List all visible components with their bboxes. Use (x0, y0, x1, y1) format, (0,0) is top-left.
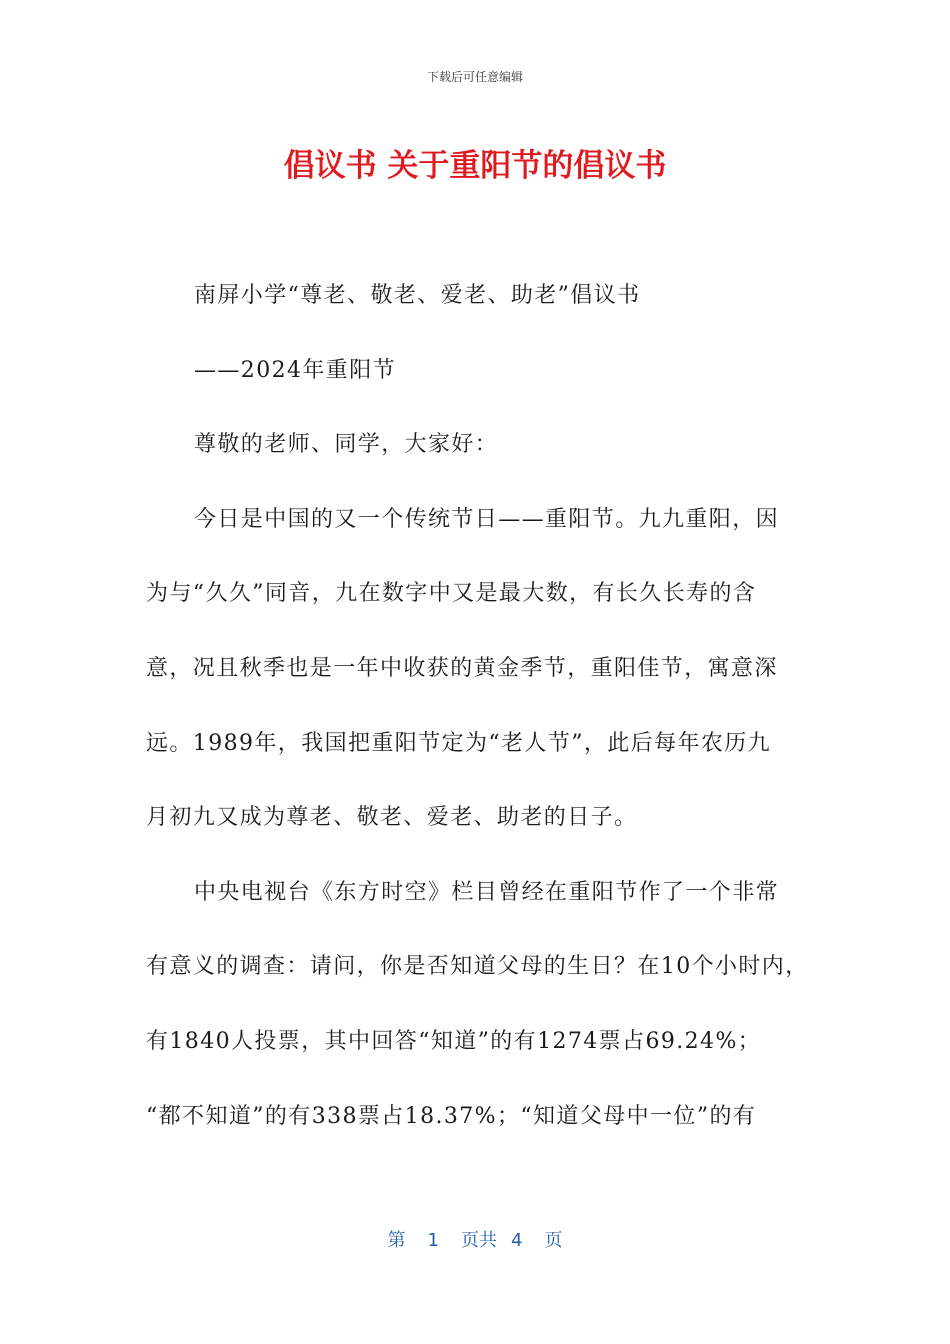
paragraph-line: “都不知道”的有338票占18.37%；“知道父母中一位”的有 (146, 1103, 757, 1129)
page-footer (0, 1226, 950, 1252)
paragraph-line: 有意义的调查：请问，你是否知道父母的生日？在10个小时内， (146, 954, 809, 980)
paragraph-line: 中央电视台《东方时空》栏目曾经在重阳节作了一个非常 (194, 879, 780, 905)
paragraph-line: ——2024年重阳节 (194, 357, 396, 383)
paragraph-line: 有1840人投票，其中回答“知道”的有1274票占69.24%； (146, 1028, 762, 1054)
page-label-suffix: 页 (544, 1230, 563, 1251)
page-label-mid: 页共 (461, 1230, 497, 1251)
paragraph-line: 月初九又成为尊老、敬老、爱老、助老的日子。 (146, 805, 638, 831)
paragraph-line: 远。1989年，我国把重阳节定为“老人节”，此后每年农历九 (146, 730, 772, 756)
document-body (146, 274, 816, 1169)
page-label-prefix: 第 (387, 1230, 406, 1251)
paragraph-line: 今日是中国的又一个传统节日——重阳节。九九重阳，因 (194, 506, 780, 532)
paragraph-line: 南屏小学“尊老、敬老、爱老、助老”倡议书 (194, 283, 641, 308)
paragraph-line: 意，况且秋季也是一年中收获的黄金季节，重阳佳节，寓意深 (146, 655, 778, 681)
paragraph-line: 为与“久久”同音，九在数字中又是最大数，有长久长寿的含 (146, 581, 757, 607)
current-page-number: 1 (427, 1230, 439, 1251)
header-note: 下载后可任意编辑 (426, 70, 523, 84)
document-title: 倡议书 关于重阳节的倡议书 (283, 148, 667, 184)
total-pages-number: 4 (511, 1230, 523, 1251)
paragraph-line: 尊敬的老师、同学，大家好： (194, 432, 499, 458)
